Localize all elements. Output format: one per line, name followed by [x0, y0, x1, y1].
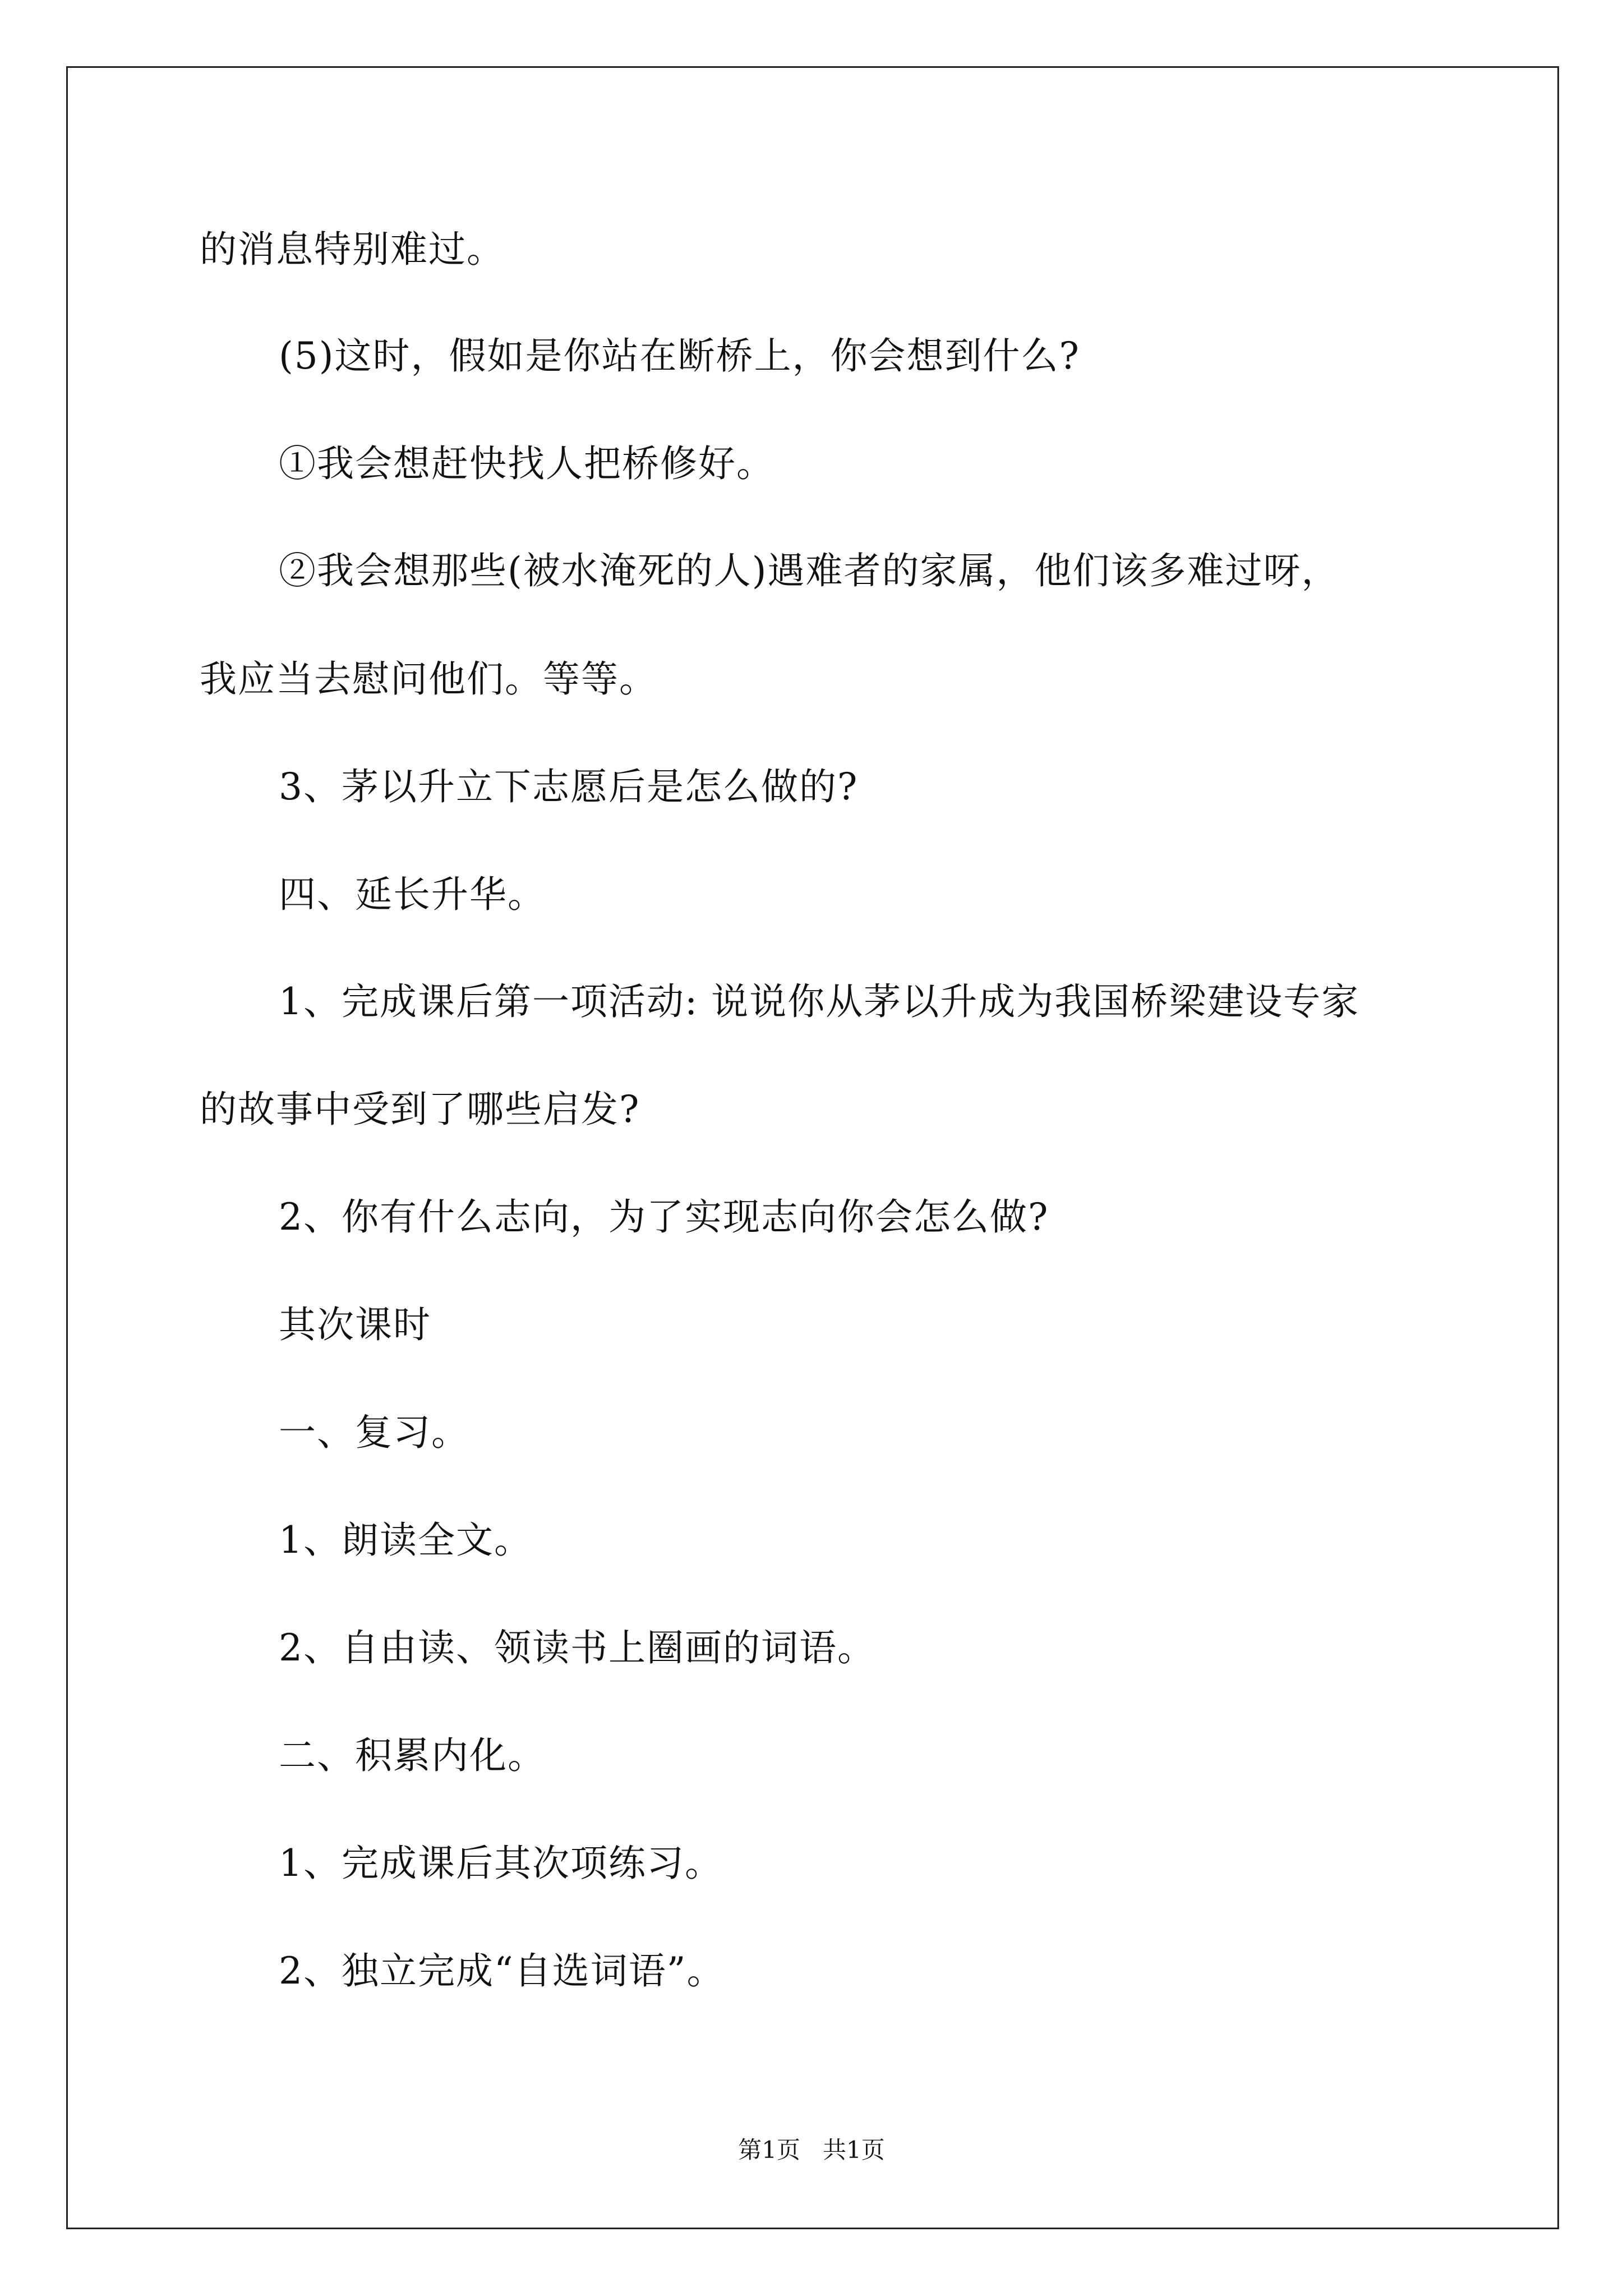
text-line-4: ②我会想那些(被水淹死的人)遇难者的家属，他们该多难过呀， [279, 549, 1340, 592]
text-line-2: (5)这时，假如是你站在断桥上，你会想到什么? [279, 334, 1080, 378]
text-line-9: 的故事中受到了哪些启发? [200, 1088, 640, 1131]
text-line-3: ①我会想赶快找人把桥修好。 [279, 442, 774, 485]
text-line-13: 1、朗读全文。 [279, 1519, 532, 1562]
text-line-17: 2、独立完成“自选词语”。 [279, 1949, 725, 1993]
text-line-6: 3、茅以升立下志愿后是怎么做的? [279, 765, 859, 808]
text-line-16: 1、完成课后其次项练习。 [279, 1842, 723, 1885]
text-line-8: 1、完成课后第一项活动: 说说你从茅以升成为我国桥梁建设专家 [279, 980, 1360, 1023]
page-border [66, 66, 1559, 2229]
text-line-1: 的消息特别难过。 [200, 228, 505, 271]
text-line-10: 2、你有什么志向，为了实现志向你会怎么做? [279, 1195, 1049, 1239]
text-line-14: 2、自由读、领读书上圈画的词语。 [279, 1626, 875, 1669]
text-line-5: 我应当去慰问他们。等等。 [200, 657, 657, 701]
page-footer: 第1页 共1页 [738, 2136, 885, 2164]
text-line-15: 二、积累内化。 [279, 1734, 546, 1777]
text-line-11: 其次课时 [279, 1303, 431, 1346]
text-line-7: 四、延长升华。 [279, 873, 546, 916]
text-line-12: 一、复习。 [279, 1411, 469, 1454]
